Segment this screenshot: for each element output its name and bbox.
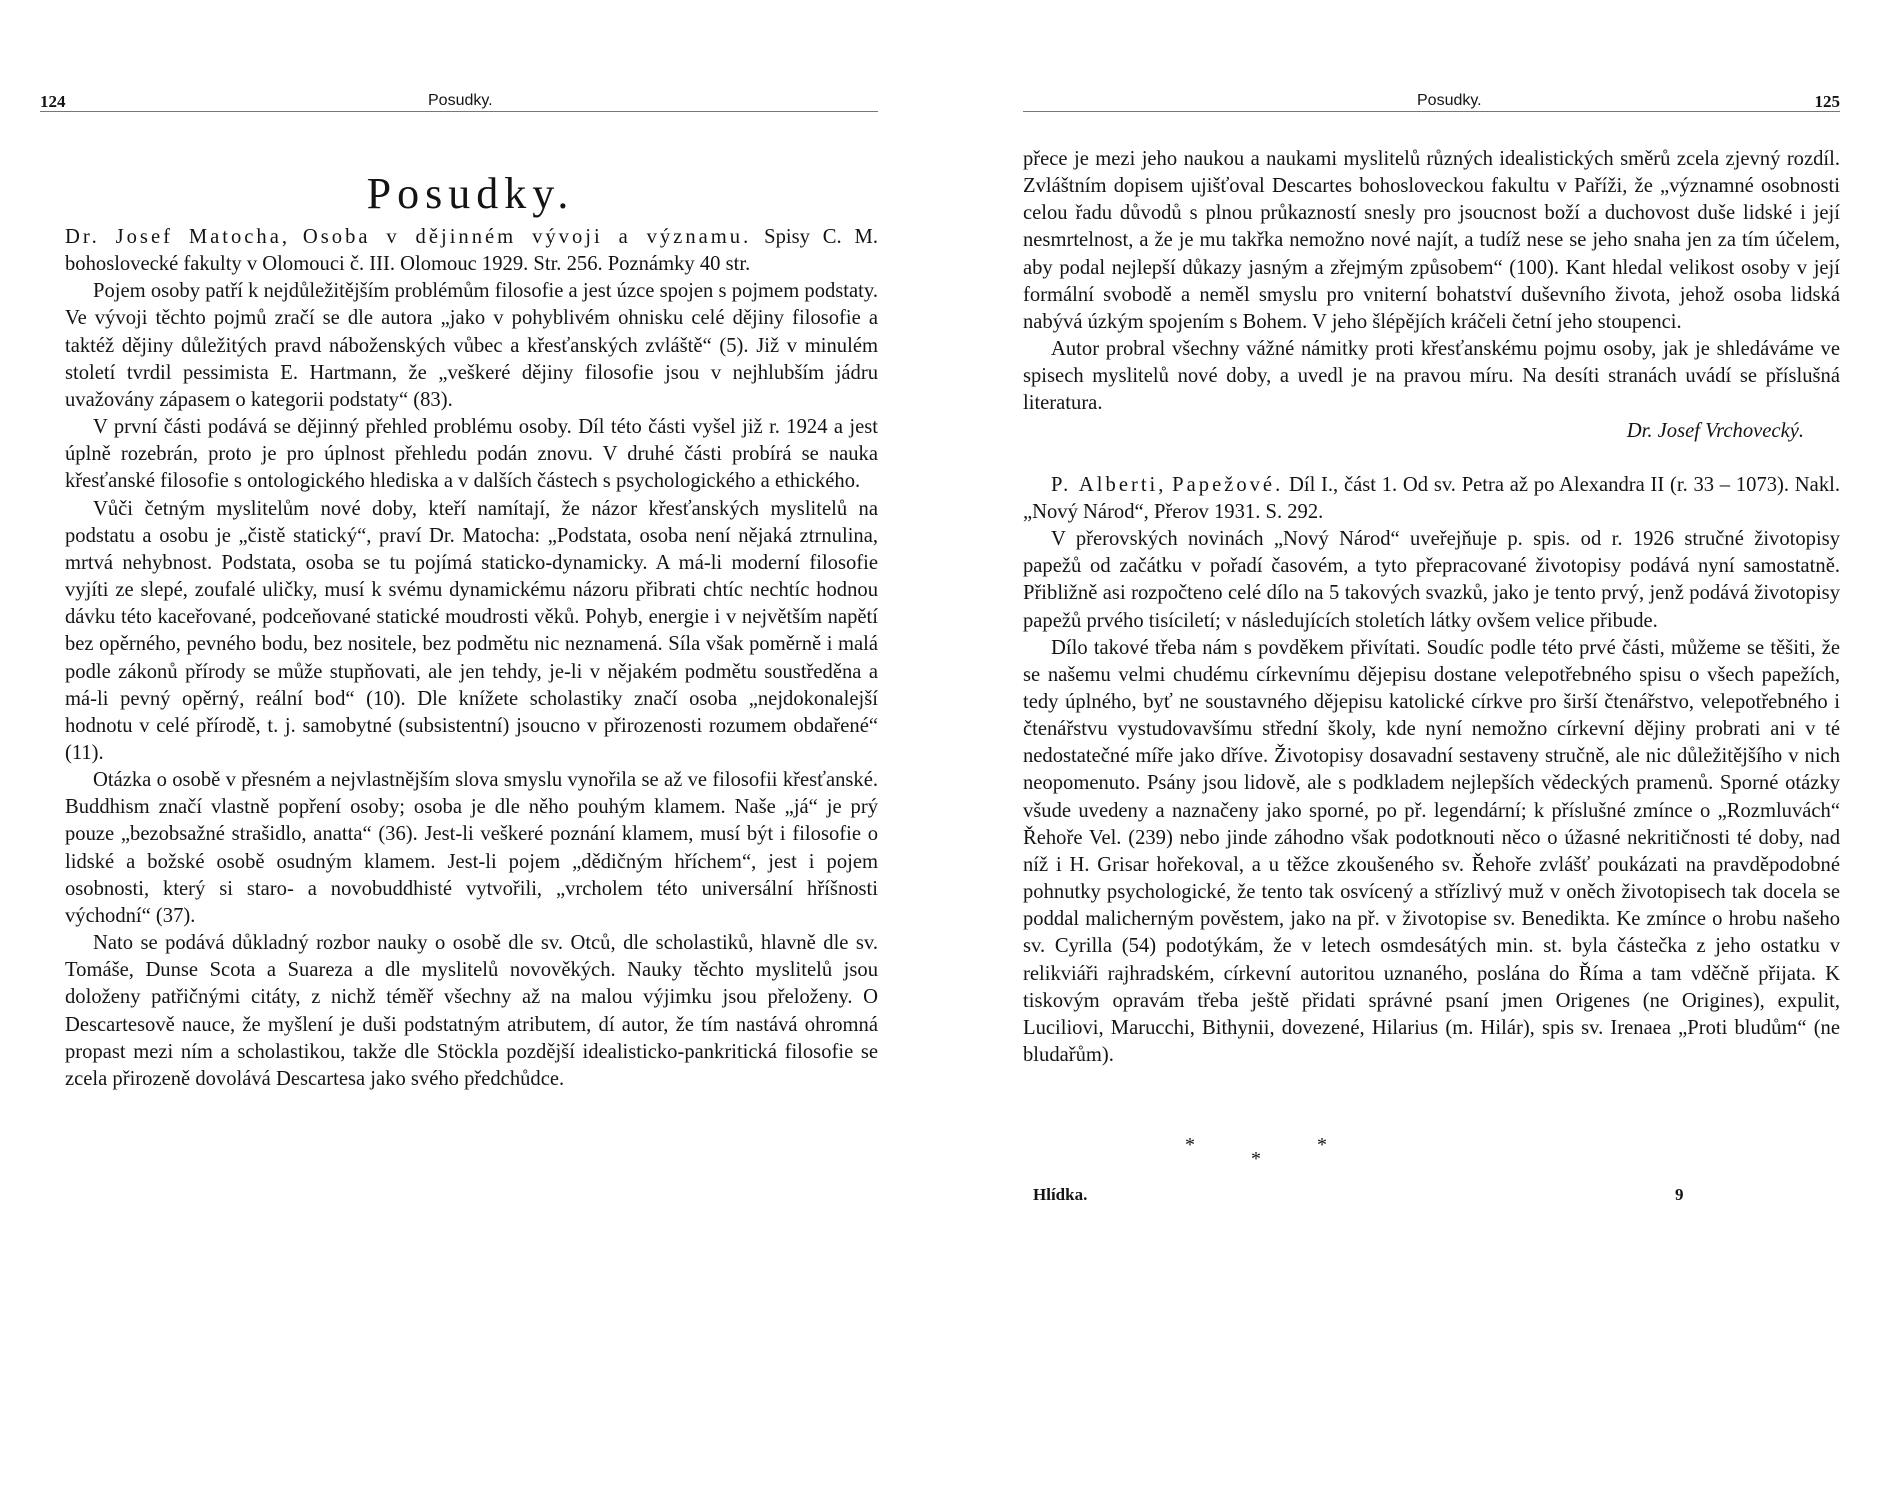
footer-sheet-number: 9 — [1675, 1185, 1684, 1204]
right-page — [941, 0, 1882, 1500]
section-title: Posudky. — [366, 169, 575, 218]
review1-closing-paragraph: Autor probral všechny vážné námitky proti křesťanskému pojmu osoby, jak je shledáváme ve spisech myslitelů nové doby, a uvedl je na pravou míru. Na desíti stranách uvádí se příslušná literatura. — [1023, 338, 1840, 415]
review2-paragraph-2: Dílo takové třeba nám s povděkem přivítati. Soudíc podle této prvé části, můžeme se těšiti, že se našemu velmi chudému církevnímu dějepisu dostane velepotřebného spisu o všech papežích, tedy úplného, byť ne soustavného dějepisu katolické církve pro širší čtenářstvo, velepotřebného i čtenářstvu vystudovavšímu střední školy, kde nyní nemožno církevní dějiny probrati ani v té nedostatečné míře jako dříve. Životopisy dosavadní sestaveny stručně, ale nic důležitějšího v nich neopomenuto. Psány jsou lidově, ale s podkladem nejlepších vědeckých pramenů. Sporné otázky všude uvedeny a naznačeny jako sporné, po př. legendární; k příslušné zmínce o „Rozmluvách“ Řehoře Vel. (239) nebo jinde záhodno však podotknouti něco o úžasné nekritičnosti té doby, nad níž i H. Grisar hořekoval, a u těžce zkoušeného sv. Řehoře zvlášť poukázati na pravděpodobné pohnutky psychologické, že tento tak osvícený a střízlivý muž v oněch životopisech tak docela se poddal malicherným pověstem, jako na př. v životopise sv. Benedikta. Ke zmínce o hrobu našeho sv. Cyrilla (54) podotýkám, že v letech osmdesátých min. st. byla částečka z jeho ostatku v relikviáři rajhradském, církevní autoritou uznaného, poslána do Říma a tam vděčně přijata. K tiskovým opravám třeba ještě přidati správné psaní jmen Origenes (ne Origines), expulit, Luciliovi, Marucchi, Bithynii, dovezené, Hilarius (m. Hilár), spis sv. Irenaea „Proti bludům“ (ne bludařům). — [1023, 636, 1840, 1066]
left-column — [65, 224, 878, 1093]
right-running-header — [1023, 92, 1840, 116]
review1-paragraph-2: V první části podává se dějinný přehled problému osoby. Díl této části vyšel již r. 1924 a jest úplně rozebrán, proto je pro úplnost přehledu podán znovu. V druhé části probírá se nauka křesťanské filosofie s ontologického hlediska a v dalších částech s psychologického a ethického. — [65, 416, 878, 493]
review2-author: P. Alberti, — [1051, 473, 1167, 496]
left-running-header — [40, 92, 878, 116]
review2-book: Papežové. — [1172, 473, 1284, 496]
footer-signature-mark: Hlídka. — [1033, 1185, 1088, 1204]
left-page-number: 124 — [40, 92, 66, 111]
review2-paragraph-1: V přerovských novinách „Nový Národ“ uveřejňuje p. spis. od r. 1926 stručné životopisy papežů od začátku v pořadí časovém, a tyto přepracované životopisy podává nyní samostatně. Přibližně asi rozpočteno celé dílo na 5 takových svazků, jako je tento prvý, jenž podává životopisy papežů prvého tisíciletí; v následujících stoletích látky ovšem velice přibude. — [1023, 528, 1840, 632]
separator-star-2: * — [1251, 1148, 1261, 1170]
separator-star-1: * — [1185, 1134, 1195, 1156]
review1-citation: Spisy C. M. bohoslovecké fakulty v Olomouci č. III. Olomouc 1929. Str. 256. Poznámky 40 str. — [65, 226, 878, 276]
review1-heading — [65, 224, 878, 278]
right-header-rule — [1023, 111, 1840, 112]
review1-signature: Dr. Josef Vrchovecký. — [1626, 419, 1804, 442]
left-running-head: Posudky. — [428, 92, 493, 109]
review1-book: Osoba v dějinném vývoji a významu. — [302, 226, 752, 248]
separator-star-3: * — [1317, 1134, 1327, 1156]
left-header-rule — [40, 111, 878, 112]
review1-paragraph-4: Otázka o osobě v přesném a nejvlastnějším slova smyslu vynořila se až ve filosofii křesťanské. Buddhism značí vlastně popření osoby; osoba je dle něho pouhým klamem. Naše „já“ je prý pouze „bezobsažné strašidlo, anatta“ (36). Jest-li veškeré poznání klamem, musí být i filosofie o lidské a božské osobě osudným klamem. Jest-li pojem „dědičným hříchem“, jest i pojem osobnosti, který si staro- a novobuddhisté vytvořili, „vrcholem této universální hříšnosti východní“ (37). — [65, 769, 878, 927]
review1-paragraph-5: Nato se podává důkladný rozbor nauky o osobě dle sv. Otců, dle scholastiků, hlavně dle sv. Tomáše, Dunse Scota a Suareza a dle myslitelů novověkých. Nauky těchto myslitelů jsou doloženy patřičnými citáty, z nichž téměř všechny až na malou výjimku jsou přeloženy. O Descartesově nauce, že myšlení je duši podstatným atributem, dí autor, že tím nastává ohromná propast mezi ním a scholastikou, takže dle Stöckla pozdější idealisticko-pankritická filosofie se zcela přirozeně dovolává Descartesa jako svého předchůdce. — [65, 932, 878, 1090]
right-page-number: 125 — [1814, 92, 1840, 111]
review2-heading — [1023, 472, 1840, 526]
review1-paragraph-3: Vůči četným myslitelům nové doby, kteří namítají, že názor křesťanských myslitelů na podstatu a osobu je „čistě statický“, praví Dr. Matocha: „Podstata, osoba není nějaká ztrnulina, mrtvá nehybnost. Podstata, osoba se tu pojímá staticko-dynamicky. A má-li moderní filosofie vyjíti ze slepé, zoufalé uličky, musí k svému dynamickému názoru přibrati chtíc nechtíc hodnou dávku této kaceřované, podceňované statické moudrosti věků. Pohyb, energie i v největším napětí bez opěrného, pevného bodu, bez nositele, bez podmětu nic neznamená. Síla však poměrně i malá podle zákonů přírody se může stupňovati, ale jen tehdy, je-li v nějakém podmětu soustředěna a má-li pevný opěrný, reální bod“ (10). Dle knížete scholastiky značí osoba „nejdokonalejší hodnotu v celé přírodě, t. j. samobytné (subsistentní) jsoucno v přirozenosti rozumem obdařené“ (11). — [65, 497, 878, 764]
right-column — [1023, 146, 1840, 1069]
review1-paragraph-1: Pojem osoby patří k nejdůležitějším problémům filosofie a jest úzce spojen s pojmem podstaty. Ve vývoji těchto pojmů zračí se dle autora „jako v pohyblivém ohnisku celé dějiny filosofie a taktéž dějiny důležitých pravd náboženských vůbec a křesťanských zvláště“ (5). Již v minulém století tvrdil pessimista E. Hartmann, že „veškeré dějiny filosofie jsou v nejhlubším jádru uvažovány zápasem o kategorii podstaty“ (83). — [65, 280, 878, 411]
review-spacer — [1023, 445, 1840, 472]
review2-citation: Díl I., část 1. Od sv. Petra až po Alexandra II (r. 33 – 1073). Nakl. „Nový Národ“, Přerov 1931. S. 292. — [1023, 473, 1840, 523]
right-running-head: Posudky. — [1417, 92, 1482, 109]
separator-stars — [941, 1134, 1882, 1184]
review1-continuation-paragraph: přece je mezi jeho naukou a naukami myslitelů různých idealistických směrů zcela zjevný rozdíl. Zvláštním dopisem ujišťoval Descartes bohosloveckou fakultu v Paříži, že „významné osobnosti celou řadu důvodů s plnou průkazností snesly pro jsoucnost boží a duchovost duše lidské i její nesmrtelnost, a že je mu takřka nemožno nové najít, a tudíž nese se jeho snaha jen za tím účelem, aby podal nejlepší důkazy jasným a zřejmým způsobem“ (100). Kant hledal velikost osoby v její formální svobodě a neměl smyslu pro vniterní bohatství duševního života, jehož osoba lidská nabývá úzkým spojením s Bohem. V jeho šlépějích kráčeli četní jeho stoupenci. — [1023, 148, 1840, 333]
review1-author: Dr. Josef Matocha, — [65, 226, 291, 248]
